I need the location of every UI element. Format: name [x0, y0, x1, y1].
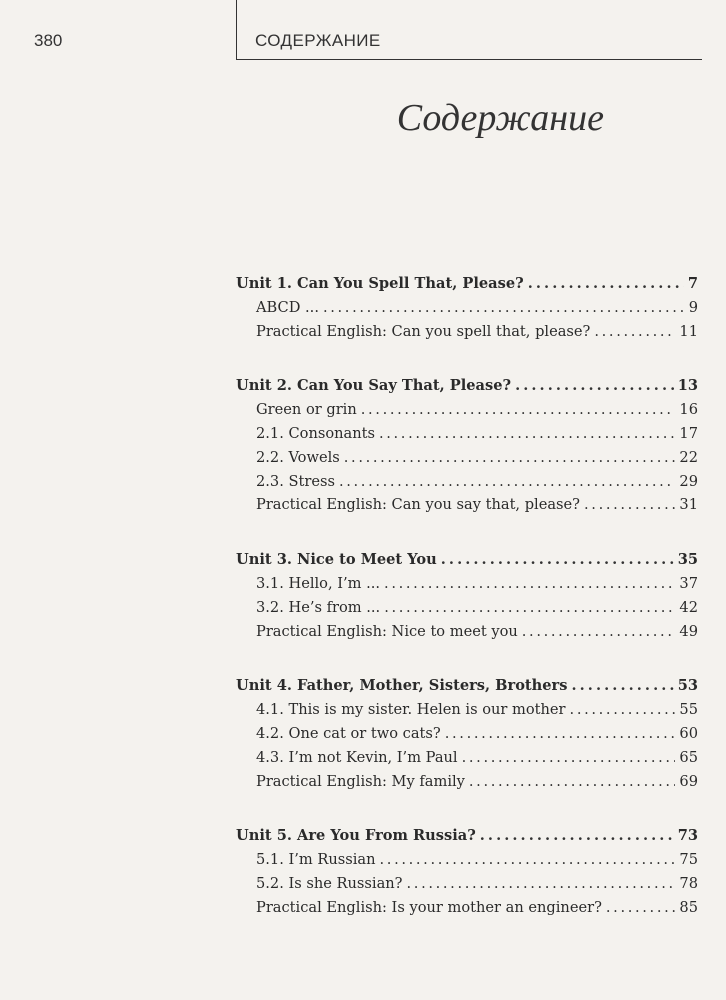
toc-sub-entry[interactable] [236, 725, 698, 749]
toc-entry-page: 75 [679, 851, 698, 869]
page-title: Содержание [396, 97, 604, 139]
toc-entry-title: 4.3. I’m not Kevin, I’m Paul [256, 748, 458, 766]
toc-entry-title: Practical English: Nice to meet you [256, 622, 518, 640]
toc-section [236, 551, 698, 646]
toc-sub-entry[interactable] [236, 401, 698, 425]
toc-entry-page: 13 [677, 377, 698, 395]
toc-entry-title: 2.1. Consonants [256, 424, 375, 442]
dot-leader [584, 496, 675, 513]
toc-section [236, 827, 698, 922]
toc-sub-entry[interactable] [236, 323, 698, 347]
toc-entry-page: 42 [679, 598, 698, 616]
dot-leader [441, 551, 674, 568]
toc-entry-title: Unit 5. Are You From Russia? [236, 827, 476, 845]
toc-unit-entry[interactable] [236, 377, 698, 401]
toc-entry-page: 22 [679, 448, 698, 466]
toc-sub-entry[interactable] [236, 496, 698, 520]
toc-entry-page: 73 [677, 827, 698, 845]
toc-entry-title: Unit 3. Nice to Meet You [236, 551, 437, 569]
toc-entry-title: 3.2. He’s from ... [256, 598, 381, 616]
running-head: СОДЕРЖАНИЕ [255, 31, 381, 50]
toc-entry-page: 55 [679, 701, 698, 719]
dot-leader [323, 299, 685, 316]
toc-unit-entry[interactable] [236, 551, 698, 575]
toc-sub-entry[interactable] [236, 473, 698, 497]
toc-section [236, 275, 698, 346]
toc-entry-page: 60 [679, 724, 698, 742]
toc-entry-page: 65 [679, 748, 698, 766]
toc-entry-page: 31 [679, 496, 698, 514]
dot-leader [571, 677, 673, 694]
toc-sub-entry[interactable] [236, 623, 698, 647]
toc-entry-title: 2.2. Vowels [256, 448, 340, 466]
toc-entry-title: Unit 2. Can You Say That, Please? [236, 377, 512, 395]
dot-leader [480, 827, 674, 844]
toc-entry-title: 4.1. This is my sister. Helen is our mother [256, 701, 566, 719]
toc-sub-entry[interactable] [236, 449, 698, 473]
dot-leader [407, 875, 676, 892]
toc-sub-entry[interactable] [236, 851, 698, 875]
toc-entry-title: Practical English: My family [256, 772, 465, 790]
toc-entry-page: 11 [679, 322, 698, 340]
toc-entry-title: 3.1. Hello, I’m ... [256, 574, 381, 592]
toc-sub-entry[interactable] [236, 425, 698, 449]
toc-section [236, 677, 698, 796]
toc-sub-entry[interactable] [236, 701, 698, 725]
dot-leader [361, 401, 676, 418]
dot-leader [384, 575, 675, 592]
dot-leader [606, 899, 676, 916]
header-rule [236, 59, 702, 60]
toc-entry-page: 78 [679, 874, 698, 892]
toc-entry-page: 69 [679, 772, 698, 790]
toc-entry-title: Practical English: Can you say that, please? [256, 496, 581, 514]
toc-sub-entry[interactable] [236, 299, 698, 323]
toc-entry-page: 85 [679, 898, 698, 916]
toc-sub-entry[interactable] [236, 749, 698, 773]
toc-entry-page: 17 [679, 424, 698, 442]
toc-unit-entry[interactable] [236, 275, 698, 299]
toc-entry-page: 9 [688, 298, 698, 316]
toc-sub-entry[interactable] [236, 875, 698, 899]
dot-leader [339, 473, 675, 490]
toc-entry-page: 29 [679, 472, 698, 490]
table-of-contents [236, 275, 698, 954]
toc-sub-entry[interactable] [236, 599, 698, 623]
toc-entry-title: Unit 1. Can You Spell That, Please? [236, 275, 524, 292]
toc-entry-page: 7 [687, 275, 698, 292]
dot-leader [469, 773, 676, 790]
toc-entry-page: 16 [679, 401, 698, 419]
toc-unit-entry[interactable] [236, 827, 698, 851]
toc-entry-title: 2.3. Stress [256, 472, 335, 490]
dot-leader [528, 275, 684, 292]
dot-leader [462, 749, 676, 766]
toc-entry-title: Practical English: Is your mother an engineer? [256, 898, 602, 916]
dot-leader [384, 599, 675, 616]
toc-entry-title: Green or grin [256, 401, 357, 419]
toc-entry-title: ABCD ... [256, 298, 319, 316]
toc-sub-entry[interactable] [236, 773, 698, 797]
toc-entry-title: 5.2. Is she Russian? [256, 874, 403, 892]
toc-entry-page: 37 [679, 574, 698, 592]
toc-entry-page: 53 [677, 677, 698, 695]
toc-sub-entry[interactable] [236, 575, 698, 599]
toc-section [236, 377, 698, 520]
dot-leader [344, 449, 676, 466]
dot-leader [379, 425, 675, 442]
dot-leader [594, 323, 675, 340]
toc-entry-title: Practical English: Can you spell that, please? [256, 322, 591, 340]
dot-leader [515, 377, 674, 394]
dot-leader [570, 701, 676, 718]
toc-unit-entry[interactable] [236, 677, 698, 701]
dot-leader [522, 623, 676, 640]
page-number: 380 [34, 31, 63, 50]
dot-leader [380, 851, 676, 868]
toc-entry-page: 49 [679, 622, 698, 640]
toc-entry-title: 4.2. One cat or two cats? [256, 724, 441, 742]
dot-leader [445, 725, 676, 742]
toc-entry-title: 5.1. I’m Russian [256, 851, 376, 869]
toc-entry-title: Unit 4. Father, Mother, Sisters, Brothers [236, 677, 568, 695]
toc-sub-entry[interactable] [236, 899, 698, 923]
header-divider [236, 0, 237, 60]
toc-entry-page: 35 [677, 551, 698, 569]
